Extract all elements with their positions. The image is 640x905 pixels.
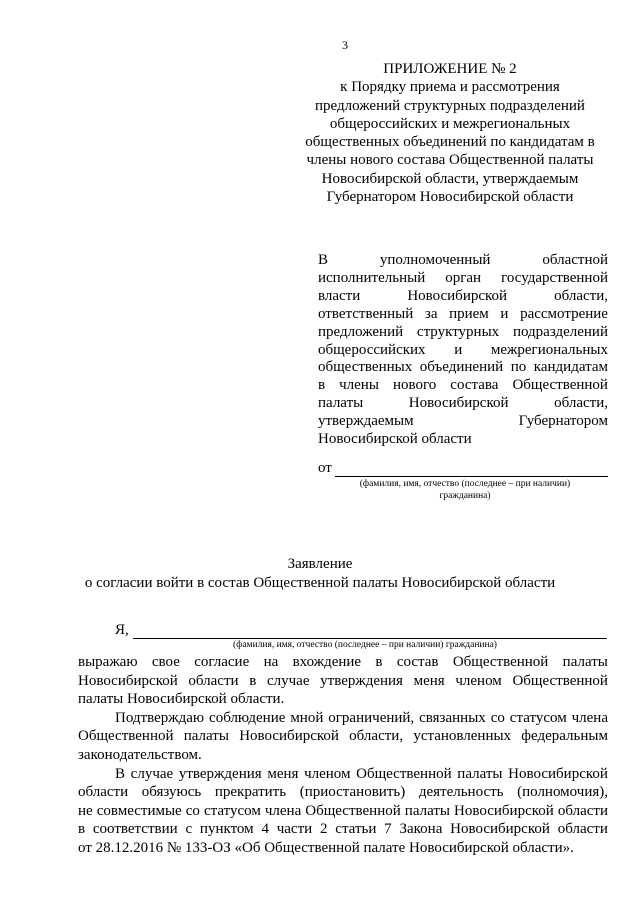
word: области, — [349, 728, 404, 745]
word: случае — [130, 765, 174, 782]
body-line — [78, 802, 608, 821]
word: Новосибирской — [408, 395, 509, 412]
word: области — [557, 802, 608, 819]
word: палаты — [562, 654, 608, 670]
word: области, — [554, 395, 608, 412]
appendix-header — [295, 60, 605, 206]
word: соблюдение — [209, 709, 286, 726]
word: Новосибирской — [450, 821, 550, 838]
word: свое — [151, 654, 180, 670]
word: В — [318, 252, 329, 268]
addressee-line — [318, 377, 608, 395]
word: прекратить — [214, 784, 287, 801]
word: власти — [318, 287, 361, 304]
addressee-line — [318, 324, 608, 342]
addressee-line: Новосибирской области — [318, 431, 472, 448]
body-line: палаты Новосибирской области. — [78, 691, 285, 708]
word: государственной — [501, 269, 608, 286]
appendix-line: общероссийских и межрегиональных — [329, 115, 571, 132]
paragraph-restrictions — [78, 709, 608, 765]
word: 4 — [261, 821, 269, 838]
word: связанных — [419, 709, 486, 726]
word: Общественной — [78, 728, 174, 745]
word: части — [276, 821, 313, 838]
word: области — [188, 672, 239, 689]
word: кандидатам — [533, 359, 608, 376]
word: Новосибирской — [508, 765, 608, 782]
body-line — [78, 783, 608, 802]
word: федеральным — [521, 728, 608, 745]
word: орган — [445, 269, 482, 286]
addressee-line — [318, 306, 608, 324]
from-label: от — [318, 460, 332, 476]
word: меня — [267, 765, 299, 782]
word: Новосибирской — [454, 802, 554, 819]
word: 2 — [319, 821, 328, 838]
word: палаты — [318, 395, 364, 412]
word: вхождение — [292, 654, 362, 670]
word: за — [424, 305, 438, 322]
word: в — [249, 672, 257, 689]
word: совместимые — [96, 802, 182, 819]
word: мной — [290, 709, 324, 726]
body-line — [78, 765, 608, 784]
addressee-line — [318, 342, 608, 360]
appendix-line: к Порядку приема и рассмотрения — [340, 79, 560, 96]
appendix-line: члены нового состава Общественной палаты — [306, 152, 594, 169]
word: палаты — [457, 765, 503, 782]
addressee-line — [318, 252, 608, 270]
from-field-hint — [330, 478, 600, 502]
word: нового — [392, 377, 437, 394]
word: статусом — [509, 709, 567, 726]
word: соответствии — [92, 821, 178, 838]
word: не — [78, 802, 93, 819]
word: в — [375, 654, 383, 670]
word: утверждения — [178, 765, 262, 782]
word: (приостановить) — [299, 784, 406, 801]
word: областной — [542, 252, 608, 268]
appendix-title: ПРИЛОЖЕНИЕ № 2 — [383, 61, 517, 77]
word: члена — [264, 802, 302, 819]
word: Новосибирской — [407, 287, 508, 304]
word: выражаю — [78, 654, 138, 670]
word: пунктом — [199, 821, 254, 838]
word: общественных — [318, 359, 413, 376]
appendix-line: Новосибирской области, утверждаемым — [321, 170, 579, 187]
appendix-line: общественных объединений по кандидатам в — [305, 134, 595, 151]
word: общероссийских — [318, 341, 426, 358]
word: со — [490, 709, 505, 726]
word: межрегиональных — [490, 341, 608, 358]
word: члена — [571, 709, 608, 726]
applicant-label: Я, — [115, 622, 129, 638]
body-line: законодательством. — [78, 746, 202, 763]
appendix-line: предложений структурных подразделений — [315, 97, 585, 114]
word: члены — [339, 377, 379, 394]
body-line — [78, 727, 608, 746]
word: палаты — [404, 802, 451, 819]
word: утверждаемым — [318, 413, 414, 430]
word: Новосибирской — [239, 728, 339, 745]
title-subheading: о согласии войти в состав Общественной палаты Новосибирской области — [84, 574, 556, 591]
appendix-line: Губернатором Новосибирской области — [326, 189, 574, 206]
paragraph-consent — [78, 653, 608, 709]
word: состав — [396, 654, 439, 670]
word: ограничений, — [328, 709, 415, 726]
word: Губернатором — [518, 413, 608, 430]
from-hint-line: гражданина) — [439, 491, 491, 501]
word: установленных — [413, 728, 512, 745]
word: со — [185, 802, 200, 819]
paragraph-obligation — [78, 765, 608, 858]
word: прием — [449, 305, 489, 322]
word: ответственный — [318, 305, 414, 322]
word: структурных — [416, 323, 500, 340]
page-number: 3 — [342, 38, 348, 52]
word: Новосибирской — [78, 672, 178, 689]
word: Общественной — [305, 802, 401, 819]
word: объединений — [419, 359, 504, 376]
addressee-line — [318, 288, 608, 306]
word: обязуюсь — [141, 784, 202, 801]
applicant-name-line[interactable] — [133, 624, 607, 639]
word: Общественной — [512, 377, 608, 394]
word: исполнительный — [318, 269, 426, 286]
word: уполномоченный — [379, 252, 491, 268]
word: в — [78, 821, 86, 838]
word: статьи — [335, 821, 377, 838]
word: 7 — [384, 821, 392, 838]
from-hint-line: (фамилия, имя, отчество (последнее – при наличии) — [359, 479, 571, 489]
word: деятельность — [418, 784, 504, 801]
word: Общественной — [356, 765, 452, 782]
word: состава — [450, 377, 499, 394]
word: и — [500, 305, 509, 322]
body-line — [78, 653, 608, 672]
addressee-line — [318, 359, 608, 377]
word: с — [185, 821, 193, 838]
addressee-line — [318, 395, 608, 413]
word: на — [263, 654, 279, 670]
word: Закона — [399, 821, 443, 838]
word: утверждения — [320, 672, 403, 689]
addressee-block — [318, 252, 608, 449]
body-line — [78, 709, 608, 728]
word: предложений — [318, 323, 404, 340]
word: членом — [455, 672, 502, 689]
word: Общественной — [452, 654, 549, 670]
from-name-line[interactable] — [335, 462, 608, 477]
applicant-field — [115, 622, 607, 639]
word: рассмотрение — [520, 305, 608, 322]
word: области, — [554, 287, 608, 304]
word: меня — [413, 672, 445, 689]
word: согласие — [194, 654, 250, 670]
word: Подтверждаю — [115, 709, 205, 726]
statement-body — [78, 653, 608, 858]
document-title — [0, 555, 640, 592]
word: области — [557, 821, 608, 838]
word: (полномочия), — [517, 784, 608, 801]
from-field — [318, 460, 608, 477]
word: по — [510, 359, 527, 376]
addressee-line — [318, 270, 608, 288]
word: Общественной — [512, 672, 608, 689]
word: В — [115, 765, 126, 782]
word: в — [318, 377, 326, 394]
applicant-field-hint: (фамилия, имя, отчество (последнее – при наличии) гражданина) — [233, 640, 497, 650]
word: членом — [304, 765, 351, 782]
addressee-line — [318, 413, 608, 431]
word: статусом — [203, 802, 261, 819]
word: и — [454, 341, 463, 358]
body-line — [78, 672, 608, 691]
body-line — [78, 820, 608, 839]
word: палаты — [183, 728, 229, 745]
word: области — [78, 784, 129, 801]
word: случае — [266, 672, 310, 689]
body-line: от 28.12.2016 № 133-ОЗ «Об Общественной палате Новосибирской области». — [78, 839, 574, 856]
word: подразделений — [512, 323, 608, 340]
title-heading: Заявление — [287, 556, 353, 572]
